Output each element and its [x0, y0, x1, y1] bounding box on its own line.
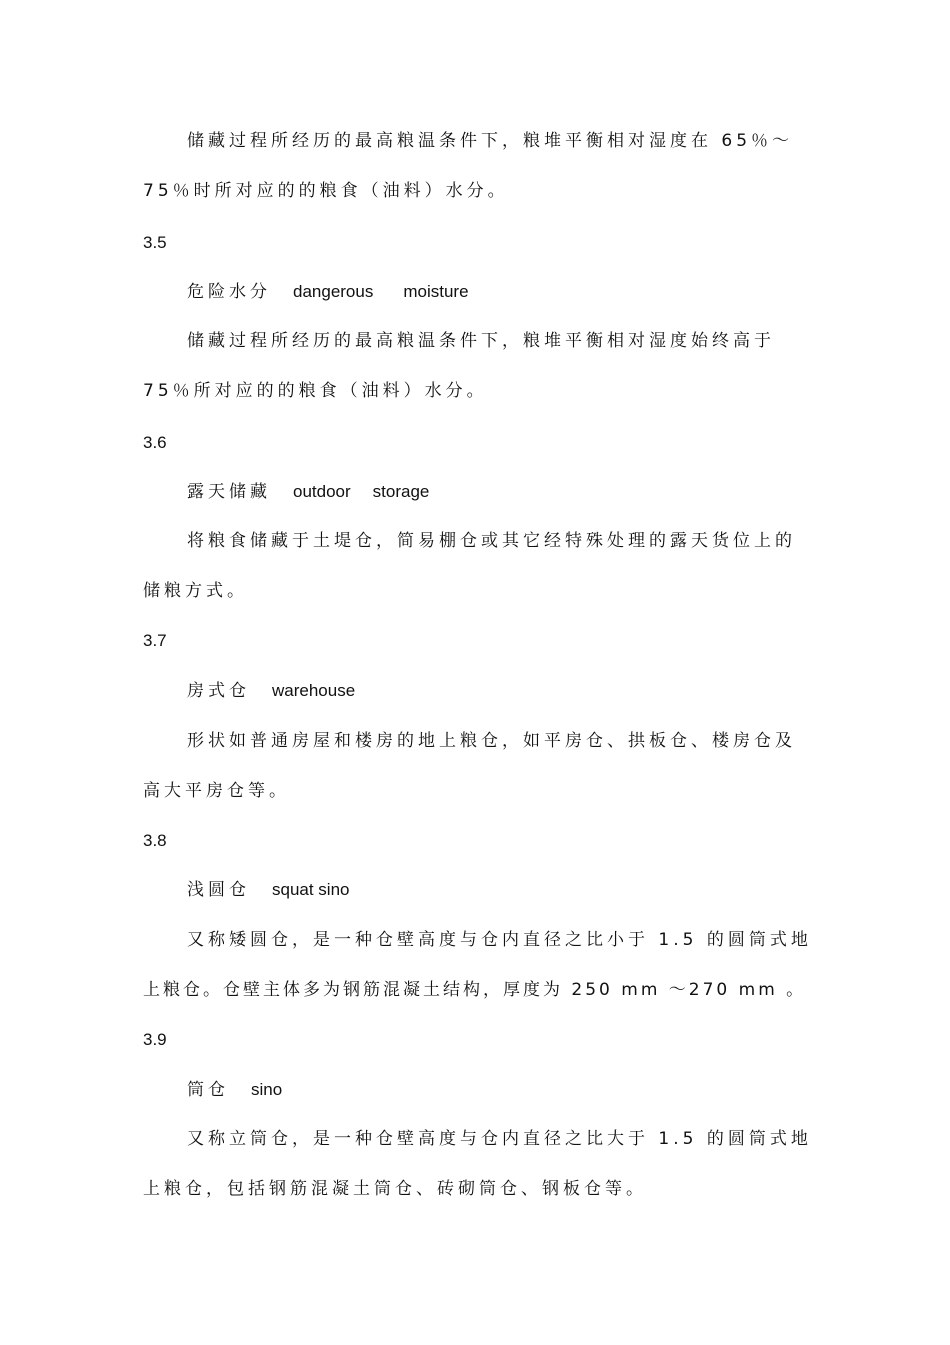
term-chinese: 房式仓	[187, 681, 250, 701]
section-number: 3.5	[143, 233, 167, 252]
term-heading	[187, 480, 429, 504]
term-english: warehouse	[272, 681, 356, 700]
paragraph-line: 储藏过程所经历的最高粮温条件下，粮堆平衡相对湿度始终高于	[187, 331, 775, 351]
term-english: moisture	[403, 282, 469, 301]
term-english: sino	[251, 1080, 283, 1099]
term-english: outdoor	[293, 482, 351, 501]
term-english: dangerous	[293, 282, 374, 301]
term-heading	[187, 878, 350, 902]
term-chinese: 露天储藏	[187, 482, 271, 502]
term-heading	[187, 1078, 282, 1102]
term-heading	[187, 679, 355, 703]
term-heading	[187, 280, 469, 304]
paragraph-line: 又称立筒仓，是一种仓壁高度与仓内直径之比大于 1.5 的圆筒式地	[187, 1129, 812, 1149]
term-english: squat sino	[272, 880, 350, 899]
paragraph-line: 高大平房仓等。	[143, 781, 290, 801]
section-number: 3.8	[143, 831, 167, 850]
section-number: 3.9	[143, 1030, 167, 1049]
paragraph-line: 75％所对应的的粮食（油料）水分。	[143, 381, 488, 401]
section-number: 3.6	[143, 433, 167, 452]
paragraph-line: 上粮仓。仓壁主体多为钢筋混凝土结构，厚度为 250 mm ～270 mm 。	[143, 980, 807, 1000]
paragraph-line: 上粮仓，包括钢筋混凝土筒仓、砖砌筒仓、钢板仓等。	[143, 1179, 647, 1199]
paragraph-line: 75％时所对应的的粮食（油料）水分。	[143, 181, 509, 201]
paragraph-line: 形状如普通房屋和楼房的地上粮仓，如平房仓、拱板仓、楼房仓及	[187, 731, 796, 751]
paragraph-line: 又称矮圆仓，是一种仓壁高度与仓内直径之比小于 1.5 的圆筒式地	[187, 930, 812, 950]
term-english: storage	[372, 482, 430, 501]
term-chinese: 危险水分	[187, 282, 271, 302]
term-chinese: 浅圆仓	[187, 880, 250, 900]
paragraph-line: 储粮方式。	[143, 581, 248, 601]
term-chinese: 筒仓	[187, 1080, 229, 1100]
paragraph-line: 储藏过程所经历的最高粮温条件下，粮堆平衡相对湿度在 65％～	[187, 131, 794, 151]
section-number: 3.7	[143, 631, 167, 650]
paragraph-line: 将粮食储藏于土堤仓，简易棚仓或其它经特殊处理的露天货位上的	[187, 531, 796, 551]
